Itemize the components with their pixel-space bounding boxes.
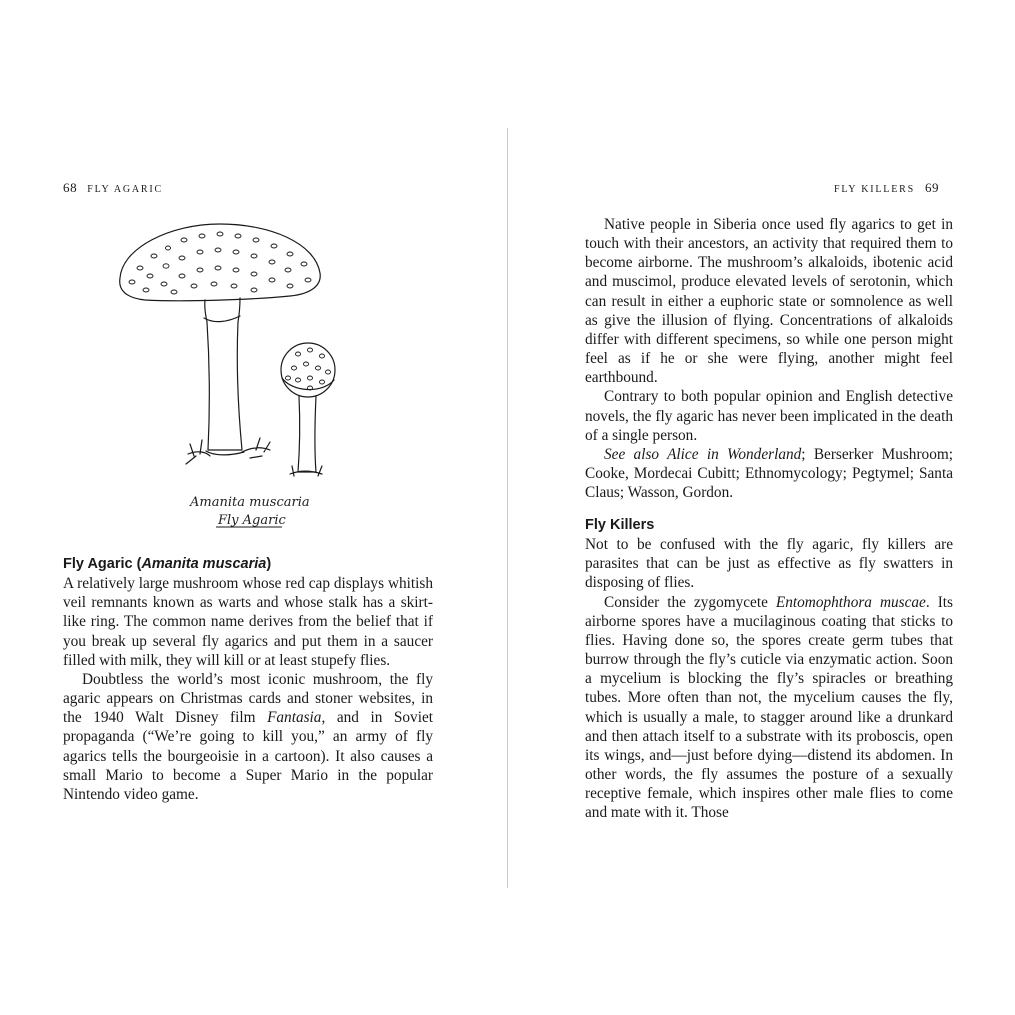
continuation-paragraph-2: Contrary to both popular opinion and English detective novels, the fly agaric has never been implicated in the death of a single person. bbox=[585, 388, 953, 444]
large-cap bbox=[120, 224, 321, 301]
left-page-number: 68 bbox=[63, 180, 78, 195]
fly-agaric-paragraph-1: A relatively large mushroom whose red cap displays whitish veil remnants known as warts and whose stalk has a skirt-like ring. The common name derives from the belief that if you break up several fly agarics and put them in a saucer filled with milk, they will kill or at least stupefy flies. bbox=[63, 575, 433, 669]
caption-common: Fly Agaric bbox=[218, 513, 286, 528]
left-running-head bbox=[63, 180, 163, 196]
right-running-title: FLY KILLERS bbox=[834, 184, 915, 195]
fly-killers-entry bbox=[585, 516, 953, 823]
fly-killers-paragraph-1: Not to be confused with the fly agaric, fly killers are parasites that can be just as effective as fly swatters in disposing of flies. bbox=[585, 536, 953, 592]
see-also: See also Alice in Wonderland; Berserker Mushroom; Cooke, Mordecai Cubitt; Ethnomycology; Pegtymel; Santa Claus; Wasson, Gordon. bbox=[585, 445, 953, 502]
right-page-number: 69 bbox=[924, 180, 940, 195]
left-entry bbox=[63, 555, 433, 804]
fly-agaric-continuation bbox=[585, 215, 953, 502]
fly-killers-paragraph-2: Consider the zygomycete Entomophthora muscae. Its airborne spores have a mucilaginous coating that sticks to flies. Having done so, the spores create germ tubes that burrow through the fly’s cuticle via enzymatic action. Soon a mycelium is blocking the fly’s spiracles or breathing tubes. More often than not, the mycelium causes the fly, which is usually a male, to stagger around like a drunkard and then attach itself to a substrate with its proboscis, open its wings, and—just before dying—distend its abdomen. In other words, the fly assumes the posture of a sexually receptive female, which inspires other male flies to come and mate with it. Those bbox=[585, 593, 953, 822]
mushroom-illustration bbox=[110, 218, 350, 538]
fly-agaric-paragraph-2: Doubtless the world’s most iconic mushroom, the fly agaric appears on Christmas cards and stoner websites, in the 1940 Walt Disney film Fantasia, and in Soviet propaganda (“We’re going to kill you,” an army of fly agarics tells the bourgeoisie in a cartoon). It also causes a small Mario to become a Super Mario in the popular Nintendo video game. bbox=[63, 670, 433, 803]
entry-heading-fly-agaric: Fly Agaric (Amanita muscaria) bbox=[63, 556, 272, 572]
book-gutter bbox=[507, 128, 508, 888]
continuation-paragraph-1: Native people in Siberia once used fly agarics to get in touch with their ancestors, an activity that required them to become airborne. The mushroom’s alkaloids, ibotenic acid and muscimol, produce elevated levels of serotonin, which can result in either a euphoric state or somnolence as well as give the illusion of flying. Concentrations of alkaloids differ with different specimens, so while one person might feel as if he or she were flying, another might feel earthbound. bbox=[585, 216, 953, 387]
small-stem bbox=[298, 396, 316, 472]
left-running-title: FLY AGARIC bbox=[87, 184, 164, 195]
entry-heading-fly-killers: Fly Killers bbox=[585, 517, 655, 533]
right-running-head bbox=[834, 180, 939, 196]
caption-latin: Amanita muscaria bbox=[190, 495, 310, 510]
